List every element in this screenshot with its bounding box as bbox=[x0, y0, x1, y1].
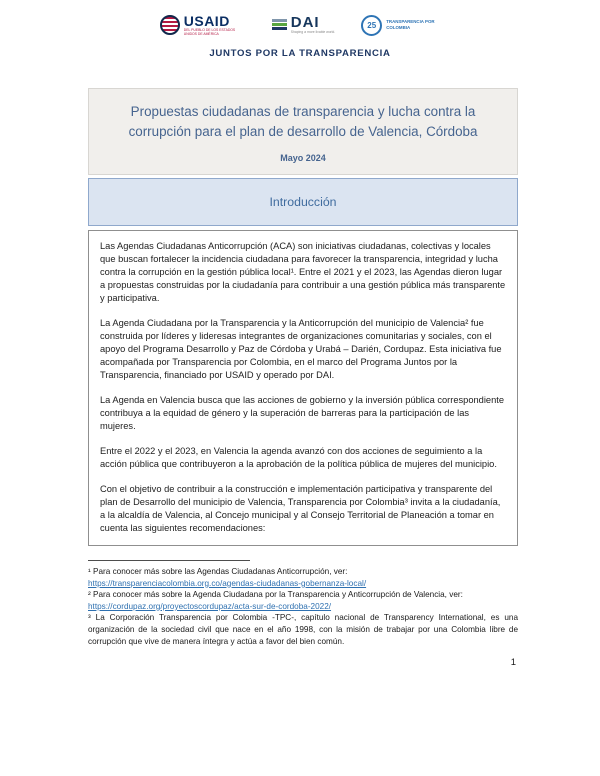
program-name: JUNTOS POR LA TRANSPARENCIA bbox=[209, 48, 391, 59]
partner-logos bbox=[0, 10, 600, 40]
paragraph-4: Entre el 2022 y el 2023, en Valencia la agenda avanzó con dos acciones de seguimiento a la acción pública que contribuyeron a la aprobación de la política pública de mujeres del municipio. bbox=[100, 446, 497, 469]
footnote-text: Para conocer más sobre las Agendas Ciudadanas Anticorrupción, ver: bbox=[93, 567, 348, 576]
document-content bbox=[88, 88, 518, 668]
footnote-separator bbox=[88, 560, 250, 561]
page-header bbox=[0, 10, 600, 59]
footnote-link-2[interactable]: https://cordupaz.org/proyectoscordupaz/acta-sur-de-cordoba-2022/ bbox=[88, 601, 332, 611]
usaid-wordmark: USAID bbox=[183, 12, 230, 29]
paragraph-1: Las Agendas Ciudadanas Anticorrupción (ACA) son iniciativas ciudadanas, colectivas y locales que buscan fortalecer la incidencia ciudadana para favorecer la transparencia, integridad y lucha contra la corrupción en la gestión pública local¹. Entre el 2021 y el 2023, las Agendas dieron lugar a propuestas construidas por la ciudadanía para contribuir a una gestión pública más transparente y participativa. bbox=[100, 241, 506, 303]
page-number: 1 bbox=[510, 657, 516, 669]
title-box bbox=[88, 88, 518, 175]
footnote-3 bbox=[88, 612, 518, 647]
dai-wordmark: DAI bbox=[290, 14, 320, 32]
paragraph-5: Con el objetivo de contribuir a la construcción e implementación participativa y transparente del plan de Desarrollo del municipio de Valencia, Transparencia por Colombia³ invita a la ciudadanía, a la alcaldía de Valencia, al Concejo municipal y al Consejo Territorial de Planeación a tomar en cuenta las siguientes recomendaciones: bbox=[100, 484, 501, 533]
usaid-seal-icon bbox=[160, 15, 180, 35]
paragraph-2: La Agenda Ciudadana por la Transparencia y la Anticorrupción del municipio de Valencia² fue construida por líderes y lideresas integrantes de organizaciones comunitarias y sociales, con el apoyo del Programa Desarrollo y Paz de Córdoba y Urabá – Darién, Cordupaz. Esta iniciativa fue acompañada por Transparencia por Colombia, en el marco del Programa Juntos por la Transparencia, financiado por USAID y operado por DAI. bbox=[100, 318, 502, 380]
footnote-2 bbox=[88, 589, 518, 612]
document-date: Mayo 2024 bbox=[280, 153, 326, 163]
section-heading-box bbox=[88, 178, 518, 226]
footnote-marker: ³ bbox=[88, 613, 91, 623]
footnotes bbox=[88, 566, 518, 647]
tpc-25-number: 25 bbox=[367, 20, 377, 30]
dai-logo bbox=[272, 15, 335, 34]
paragraph-3: La Agenda en Valencia busca que las acciones de gobierno y la inversión pública correspondiente contribuya a la equidad de género y la superación de barreras para la participación de las mujeres. bbox=[100, 395, 505, 431]
tpc-25-anniversary-icon bbox=[361, 15, 382, 36]
footnote-text: La Corporación Transparencia por Colombia -TPC-, capítulo nacional de Transparency International, es una organización de la sociedad civil que nace en el año 1998, con la misión de trabajar por una Colombia libre de corrupción que vive de manera íntegra y actúa a favor del bien común. bbox=[88, 613, 518, 646]
transparencia-25-logo bbox=[361, 15, 440, 36]
tpc-wordmark: TRANSPARENCIA POR COLOMBIA bbox=[386, 19, 435, 30]
body-text-box bbox=[88, 230, 518, 546]
usaid-subtext: DEL PUEBLO DE LOS ESTADOS UNIDOS DE AMÉRICA bbox=[183, 27, 236, 36]
dai-tagline: Shaping a more livable world. bbox=[290, 30, 336, 35]
footnote-1 bbox=[88, 566, 518, 589]
dai-bars-icon bbox=[272, 19, 287, 30]
footnote-link-1[interactable]: https://transparenciacolombia.org.co/agendas-ciudadanas-gobernanza-local/ bbox=[88, 578, 367, 588]
footnote-text: Para conocer más sobre la Agenda Ciudadana por la Transparencia y Anticorrupción de Valencia, ver: bbox=[93, 590, 463, 600]
usaid-logo bbox=[160, 14, 246, 37]
section-heading: Introducción bbox=[269, 195, 337, 209]
footnote-marker: ¹ bbox=[88, 567, 91, 576]
document-title: Propuestas ciudadanas de transparencia y lucha contra la corrupción para el plan de desarrollo de Valencia, Córdoba bbox=[128, 104, 478, 139]
footnote-marker: ² bbox=[88, 590, 91, 600]
